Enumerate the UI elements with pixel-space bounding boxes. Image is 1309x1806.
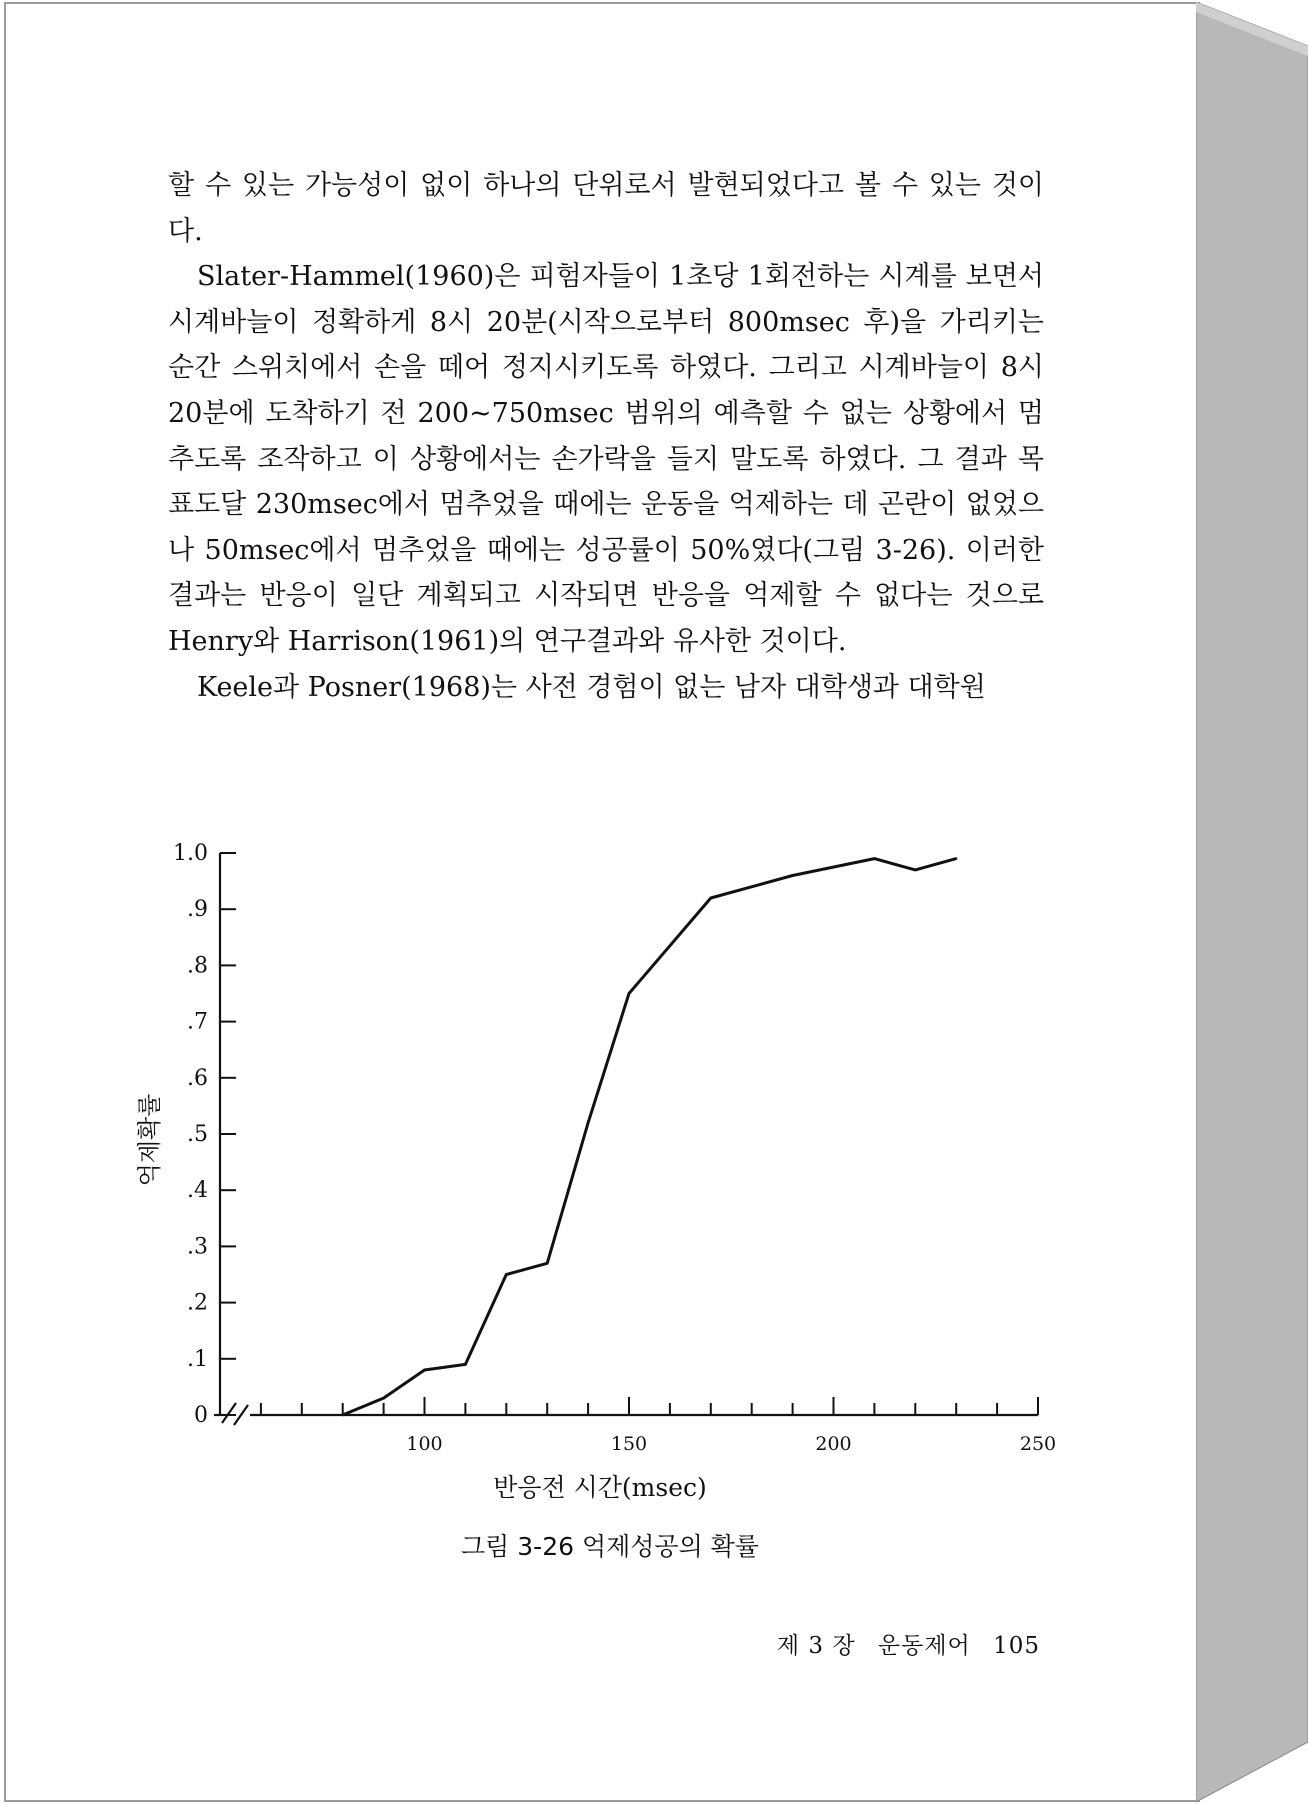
data-point <box>423 1369 425 1371</box>
data-point <box>382 1397 384 1399</box>
data-point <box>873 857 875 859</box>
data-point <box>546 1262 548 1264</box>
y-axis-label: 억제확률 <box>135 1093 164 1187</box>
data-point <box>587 1122 589 1124</box>
y-tick-label: .4 <box>187 1178 208 1204</box>
data-line <box>343 859 957 1415</box>
paragraph-3: Keele과 Posner(1968)는 사전 경험이 없는 남자 대학생과 대학원 <box>197 671 986 703</box>
paragraph-2: Slater-Hammel(1960)은 피험자들이 1초당 1회전하는 시계를 보면서 시계바늘이 정확하게 8시 20분(시작으로부터 800msec 후)을 가리키는 순간 스위치에서 손을 떼어 정지시키도록 하였다. 그리고 시계바늘이 8시20분에 도착하기 전 200~750msec 범위의 예측할 수 없는 상황에서 멈추도록 조작하고 이 상황에서는 손가락을 들지 말도록 하였다. 그 결과 목표도달 230msec에서 멈추었을 때에는 운동을 억제하는 데 곤란이 없었으나 50msec에서 멈추었을 때에는 성공률이 50%였다(그림 3-26). 이러한 결과는 반응이 일단 계획되고 시작되면 반응을 억제할 수 없다는 것으로 Henry와 Harrison(1961)의 연구결과와 유사한 것이다. <box>168 261 1044 657</box>
chapter-label: 제 3 장 <box>776 1633 856 1659</box>
data-point <box>914 869 916 871</box>
data-point <box>464 1363 466 1365</box>
x-tick-label: 100 <box>406 1433 443 1455</box>
x-tick-label: 250 <box>1019 1433 1057 1455</box>
data-point <box>342 1414 344 1416</box>
x-tick-label: 150 <box>610 1433 648 1455</box>
page-footer <box>760 1627 1040 1660</box>
axis-break-mark <box>234 1405 248 1425</box>
x-tick-label: 200 <box>815 1433 852 1455</box>
y-tick-label: .9 <box>187 897 208 923</box>
y-tick-label: 0 <box>194 1403 208 1428</box>
y-tick-label: .7 <box>187 1009 208 1035</box>
y-tick-label: .1 <box>187 1346 208 1372</box>
data-point <box>710 897 712 899</box>
section-label: 운동제어 <box>877 1633 971 1659</box>
x-axis-label: 반응전 시간(msec) <box>493 1473 707 1502</box>
y-tick-label: .3 <box>187 1234 208 1260</box>
y-tick-label: .2 <box>187 1290 208 1316</box>
paragraph-1: 할 수 있는 가능성이 없이 하나의 단위로서 발현되었다고 볼 수 있는 것이다. <box>168 170 1044 247</box>
y-tick-label: .6 <box>187 1065 208 1091</box>
data-point <box>628 992 630 994</box>
data-point <box>955 857 957 859</box>
y-tick-label: .8 <box>187 953 208 979</box>
figure-caption: 그림 3-26 억제성공의 확률 <box>461 1532 759 1561</box>
data-point <box>791 874 793 876</box>
page-number: 105 <box>993 1633 1040 1659</box>
y-tick-label: 1.0 <box>173 841 208 866</box>
axis-break-mark <box>222 1403 236 1423</box>
data-point <box>505 1273 507 1275</box>
y-tick-label: .5 <box>187 1122 208 1147</box>
